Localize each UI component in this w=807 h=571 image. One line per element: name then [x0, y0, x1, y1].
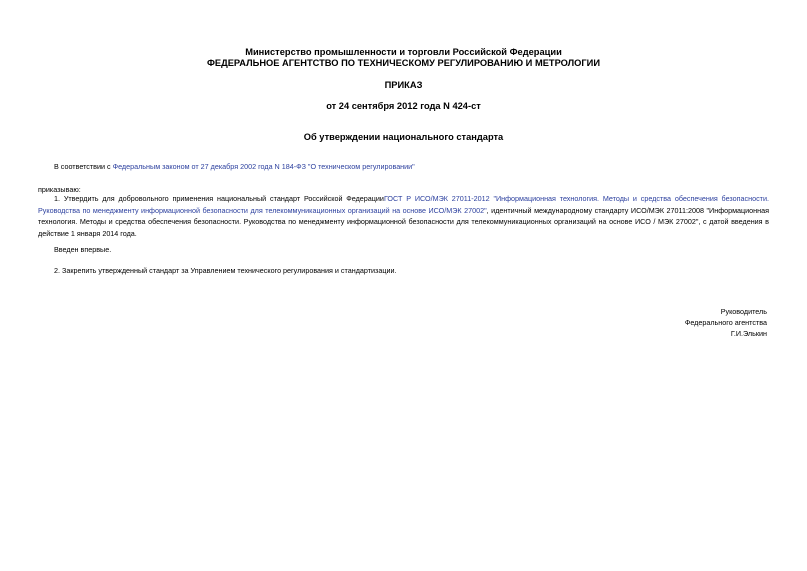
signature-agency: Федерального агентства [684, 318, 767, 327]
agency-title: ФЕДЕРАЛЬНОЕ АГЕНТСТВО ПО ТЕХНИЧЕСКОМУ РЕГУЛИРОВАНИЮ И МЕТРОЛОГИИ [206, 58, 601, 68]
intro-paragraph [54, 161, 415, 173]
federal-law-link[interactable]: Федеральным законом от 27 декабря 2002 года N 184-ФЗ "О техническом регулировании" [112, 162, 415, 171]
document-type: ПРИКАЗ [384, 80, 423, 90]
gost-standard-link[interactable]: ГОСТ Р ИСО/МЭК 27011-2012 "Информационная технология. Методы и средства обеспечения безопасности. Руководства по менеджменту информационной безопасности для телекоммуникационных организаций на основе ИСО/МЭК 27002" [38, 194, 769, 215]
item-1-suffix: , идентичный международному стандарту ИСО/МЭК 27011:2008 "Информационная технология. Методы и средства обеспечения безопасности. Руководства по менеджменту информационной безопасности для телекоммуникационных организаций на основе ИСО / МЭК 27002", с датой введения в действие 1 января 2014 года. [38, 205, 769, 238]
item-1-prefix: 1. Утвердить для добровольного применения национальный стандарт Российской Федерации [54, 194, 384, 203]
item-2-paragraph: 2. Закрепить утвержденный стандарт за Управлением технического регулирования и стандартизации. [54, 266, 397, 275]
signature-name: Г.И.Элькин [730, 329, 767, 338]
intro-prefix: В соответствии с [54, 162, 113, 171]
document-date-number: от 24 сентября 2012 года N 424-ст [326, 101, 481, 111]
order-word: приказываю: [38, 185, 81, 194]
signature-title: Руководитель [720, 307, 767, 316]
item-1-paragraph [38, 193, 769, 239]
document-subject: Об утверждении национального стандарта [303, 132, 504, 142]
introduced-first-note: Введен впервые. [54, 245, 112, 254]
ministry-title: Министерство промышленности и торговли Российской Федерации [245, 47, 562, 57]
